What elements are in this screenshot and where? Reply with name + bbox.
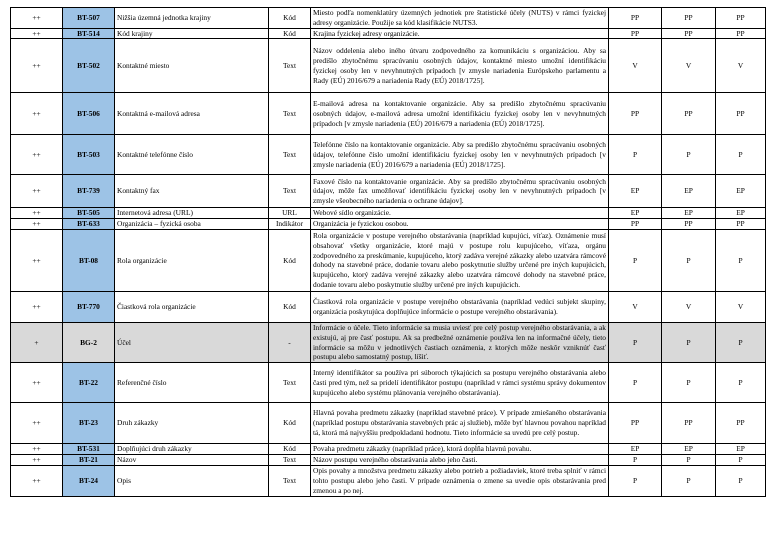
description-cell: Organizácia je fyzickou osobou. (311, 219, 609, 230)
term-id-cell: BG-2 (63, 322, 115, 362)
flag-cell: P (662, 454, 716, 465)
flag-cell: V (716, 291, 766, 322)
term-id-cell: BT-770 (63, 291, 115, 322)
level-cell: ++ (11, 175, 63, 208)
term-id-cell: BT-633 (63, 219, 115, 230)
term-id-cell: BT-506 (63, 93, 115, 135)
term-name-cell: Kontaktná e-mailová adresa (115, 93, 269, 135)
term-name-cell: Názov (115, 454, 269, 465)
term-id-cell: BT-502 (63, 39, 115, 93)
description-cell: Opis povahy a množstva predmetu zákazky alebo potrieb a požiadaviek, ktoré treba splniť v rámci tohto postupu alebo jeho časti. V prípade oznámenia o zmene sa uvedie opis obstarávania pred zmenou a po nej. (311, 465, 609, 496)
data-type-cell: Kód (269, 229, 311, 291)
flag-cell: PP (662, 8, 716, 29)
flag-cell: P (609, 229, 662, 291)
level-cell: ++ (11, 291, 63, 322)
specification-table (10, 7, 766, 497)
flag-cell: PP (609, 403, 662, 444)
description-cell: Faxové číslo na kontaktovanie organizácie. Aby sa predišlo zbytočnému spracúvaniu osobných údajov, môže fax umožňovať identifikáciu fyzickej osoby len v nevyhnutných prípadoch [v zmysle všeobecného nariadenia o ochrane údajov]. (311, 175, 609, 208)
flag-cell: P (662, 465, 716, 496)
flag-cell: PP (662, 93, 716, 135)
flag-cell: EP (662, 444, 716, 455)
level-cell: ++ (11, 219, 63, 230)
term-id-cell: BT-531 (63, 444, 115, 455)
table-row (11, 363, 766, 403)
flag-cell: PP (716, 28, 766, 39)
term-name-cell: Nižšia územná jednotka krajiny (115, 8, 269, 29)
flag-cell: EP (609, 208, 662, 219)
table-row (11, 454, 766, 465)
level-cell: ++ (11, 454, 63, 465)
term-id-cell: BT-507 (63, 8, 115, 29)
flag-cell: EP (716, 175, 766, 208)
table-row (11, 208, 766, 219)
table-row (11, 229, 766, 291)
flag-cell: P (609, 135, 662, 175)
flag-cell: PP (716, 93, 766, 135)
data-type-cell: - (269, 322, 311, 362)
data-type-cell: Indikátor (269, 219, 311, 230)
term-name-cell: Rola organizácie (115, 229, 269, 291)
flag-cell: EP (716, 208, 766, 219)
term-id-cell: BT-503 (63, 135, 115, 175)
data-type-cell: Text (269, 465, 311, 496)
table-row (11, 403, 766, 444)
flag-cell: PP (716, 219, 766, 230)
level-cell: ++ (11, 8, 63, 29)
table-row (11, 322, 766, 362)
level-cell: ++ (11, 465, 63, 496)
table-row (11, 175, 766, 208)
flag-cell: PP (609, 28, 662, 39)
flag-cell: P (609, 322, 662, 362)
flag-cell: P (662, 135, 716, 175)
flag-cell: PP (609, 219, 662, 230)
level-cell: ++ (11, 444, 63, 455)
data-type-cell: Text (269, 175, 311, 208)
flag-cell: EP (716, 444, 766, 455)
description-cell: Webové sídlo organizácie. (311, 208, 609, 219)
flag-cell: V (662, 39, 716, 93)
flag-cell: PP (716, 8, 766, 29)
table-row (11, 465, 766, 496)
data-type-cell: Text (269, 93, 311, 135)
flag-cell: PP (662, 403, 716, 444)
flag-cell: EP (609, 444, 662, 455)
flag-cell: EP (609, 175, 662, 208)
table-row (11, 8, 766, 29)
flag-cell: P (716, 322, 766, 362)
flag-cell: PP (716, 403, 766, 444)
description-cell: Telefónne číslo na kontaktovanie organizácie. Aby sa predišlo zbytočnému spracúvaniu osobných údajov, telefónne číslo umožní identifikáciu fyzickej osoby len v nevyhnutných prípadoch [v zmysle nariadenia (EÚ) 2016/679 a nariadenia (EÚ) 2018/1725]. (311, 135, 609, 175)
level-cell: ++ (11, 229, 63, 291)
term-id-cell: BT-23 (63, 403, 115, 444)
data-type-cell: Kód (269, 403, 311, 444)
term-id-cell: BT-21 (63, 454, 115, 465)
term-name-cell: Čiastková rola organizácie (115, 291, 269, 322)
table-row (11, 291, 766, 322)
description-cell: E-mailová adresa na kontaktovanie organizácie. Aby sa predišlo zbytočnému spracúvaniu osobných údajov, e-mailová adresa umožní identifikáciu fyzickej osoby len v nevyhnutných prípadoch [v zmysle nariadenia (EÚ) 2016/679 a nariadenia (EÚ) 2018/1725]. (311, 93, 609, 135)
term-name-cell: Kontaktné miesto (115, 39, 269, 93)
term-name-cell: Doplňujúci druh zákazky (115, 444, 269, 455)
data-type-cell: URL (269, 208, 311, 219)
term-id-cell: BT-739 (63, 175, 115, 208)
flag-cell: PP (662, 219, 716, 230)
data-type-cell: Text (269, 454, 311, 465)
table-row (11, 39, 766, 93)
table-row (11, 93, 766, 135)
flag-cell: V (716, 39, 766, 93)
term-id-cell: BT-08 (63, 229, 115, 291)
description-cell: Názov oddelenia alebo iného útvaru zodpovedného za komunikáciu s organizáciou. Aby sa predišlo zbytočnému spracúvaniu osobných údajov, kontaktné miesto umožní identifikáciu fyzickej osoby len v nevyhnutných prípadoch [v zmysle nariadenia Európskeho parlamentu a Rady (EÚ) 2016/679 a nariadenia Rady (EÚ) 2018/1725]. (311, 39, 609, 93)
flag-cell: P (662, 322, 716, 362)
flag-cell: P (716, 363, 766, 403)
flag-cell: V (609, 291, 662, 322)
flag-cell: P (716, 135, 766, 175)
description-cell: Rola organizácie v postupe verejného obstarávania (napríklad kupujúci, víťaz). Oznámenie musí obsahovať všetky organizácie, ktoré majú v postupe rolu kupujúceho, víťaza, orgánu zodpovedného za preskúmanie, kupujúceho, ktorý zadáva verejné zákazky alebo uzatvára rámcové dohody na stavebné práce, dodanie tovaru alebo poskytnutie služby určené pre iných kupujúcich, kupujúceho, ktorý zadáva verejné zákazky alebo uzatvára rámcové dohody na stavebné práce, dodanie tovaru alebo poskytnutie služby určené pre iných kupujúcich. (311, 229, 609, 291)
flag-cell: P (662, 229, 716, 291)
term-id-cell: BT-24 (63, 465, 115, 496)
data-type-cell: Kód (269, 8, 311, 29)
term-name-cell: Kontaktný fax (115, 175, 269, 208)
flag-cell: PP (662, 28, 716, 39)
flag-cell: P (609, 363, 662, 403)
data-type-cell: Text (269, 363, 311, 403)
data-type-cell: Kód (269, 444, 311, 455)
flag-cell: P (609, 465, 662, 496)
data-type-cell: Text (269, 135, 311, 175)
flag-cell: PP (609, 8, 662, 29)
level-cell: ++ (11, 39, 63, 93)
flag-cell: P (716, 454, 766, 465)
level-cell: ++ (11, 363, 63, 403)
flag-cell: P (716, 229, 766, 291)
table-row (11, 219, 766, 230)
term-id-cell: BT-514 (63, 28, 115, 39)
flag-cell: EP (662, 208, 716, 219)
term-name-cell: Internetová adresa (URL) (115, 208, 269, 219)
table-row (11, 444, 766, 455)
flag-cell: P (662, 363, 716, 403)
term-name-cell: Opis (115, 465, 269, 496)
description-cell: Čiastková rola organizácie v postupe verejného obstarávania (napríklad vedúci subjekt skupiny, organizácia poskytujúca doplňujúce informácie o postupe verejného obstarávania). (311, 291, 609, 322)
description-cell: Interný identifikátor sa používa pri súboroch týkajúcich sa postupu verejného obstarávania alebo časti pred tým, než sa pridelí identifikátor postupu (napríklad v rámci systému správy dokumentov kupujúceho alebo systému plánovania verejného obstarávania). (311, 363, 609, 403)
term-name-cell: Účel (115, 322, 269, 362)
level-cell: + (11, 322, 63, 362)
term-name-cell: Kód krajiny (115, 28, 269, 39)
flag-cell: PP (609, 93, 662, 135)
level-cell: ++ (11, 135, 63, 175)
flag-cell: V (662, 291, 716, 322)
level-cell: ++ (11, 403, 63, 444)
term-name-cell: Referenčné číslo (115, 363, 269, 403)
term-id-cell: BT-22 (63, 363, 115, 403)
data-type-cell: Text (269, 39, 311, 93)
term-name-cell: Kontaktné telefónne číslo (115, 135, 269, 175)
flag-cell: P (609, 454, 662, 465)
level-cell: ++ (11, 93, 63, 135)
term-name-cell: Organizácia – fyzická osoba (115, 219, 269, 230)
description-cell: Povaha predmetu zákazky (napríklad práce), ktorá dopĺňa hlavnú povahu. (311, 444, 609, 455)
table-row (11, 28, 766, 39)
flag-cell: V (609, 39, 662, 93)
table-row (11, 135, 766, 175)
data-type-cell: Kód (269, 291, 311, 322)
level-cell: ++ (11, 28, 63, 39)
description-cell: Miesto podľa nomenklatúry územných jednotiek pre štatistické účely (NUTS) v rámci fyzickej adresy organizácie. Použije sa kód klasifikácie NUTS3. (311, 8, 609, 29)
term-name-cell: Druh zákazky (115, 403, 269, 444)
level-cell: ++ (11, 208, 63, 219)
term-id-cell: BT-505 (63, 208, 115, 219)
description-cell: Krajina fyzickej adresy organizácie. (311, 28, 609, 39)
description-cell: Hlavná povaha predmetu zákazky (napríklad stavebné práce). V prípade zmiešaného obstarávania (napríklad postupu obstarávania stavebných prác aj služieb), môže byť hlavnou povahou napríklad tá, ktorá má najvyššiu predpokladanú hodnotu. Tieto informácie sa uvedú pre celý postup. (311, 403, 609, 444)
description-cell: Informácie o účele. Tieto informácie sa musia uviesť pre celý postup verejného obstarávania, a ak existujú, aj pre časť postupu. Ak sa predbežné oznámenie používa len na informačné účely, tieto informácie sa môžu v jednotlivých častiach oznámenia, z ktorých môže neskôr vzniknúť časť postupu alebo samostatný postup, líšiť. (311, 322, 609, 362)
description-cell: Názov postupu verejného obstarávania alebo jeho časti. (311, 454, 609, 465)
flag-cell: EP (662, 175, 716, 208)
data-type-cell: Kód (269, 28, 311, 39)
flag-cell: P (716, 465, 766, 496)
